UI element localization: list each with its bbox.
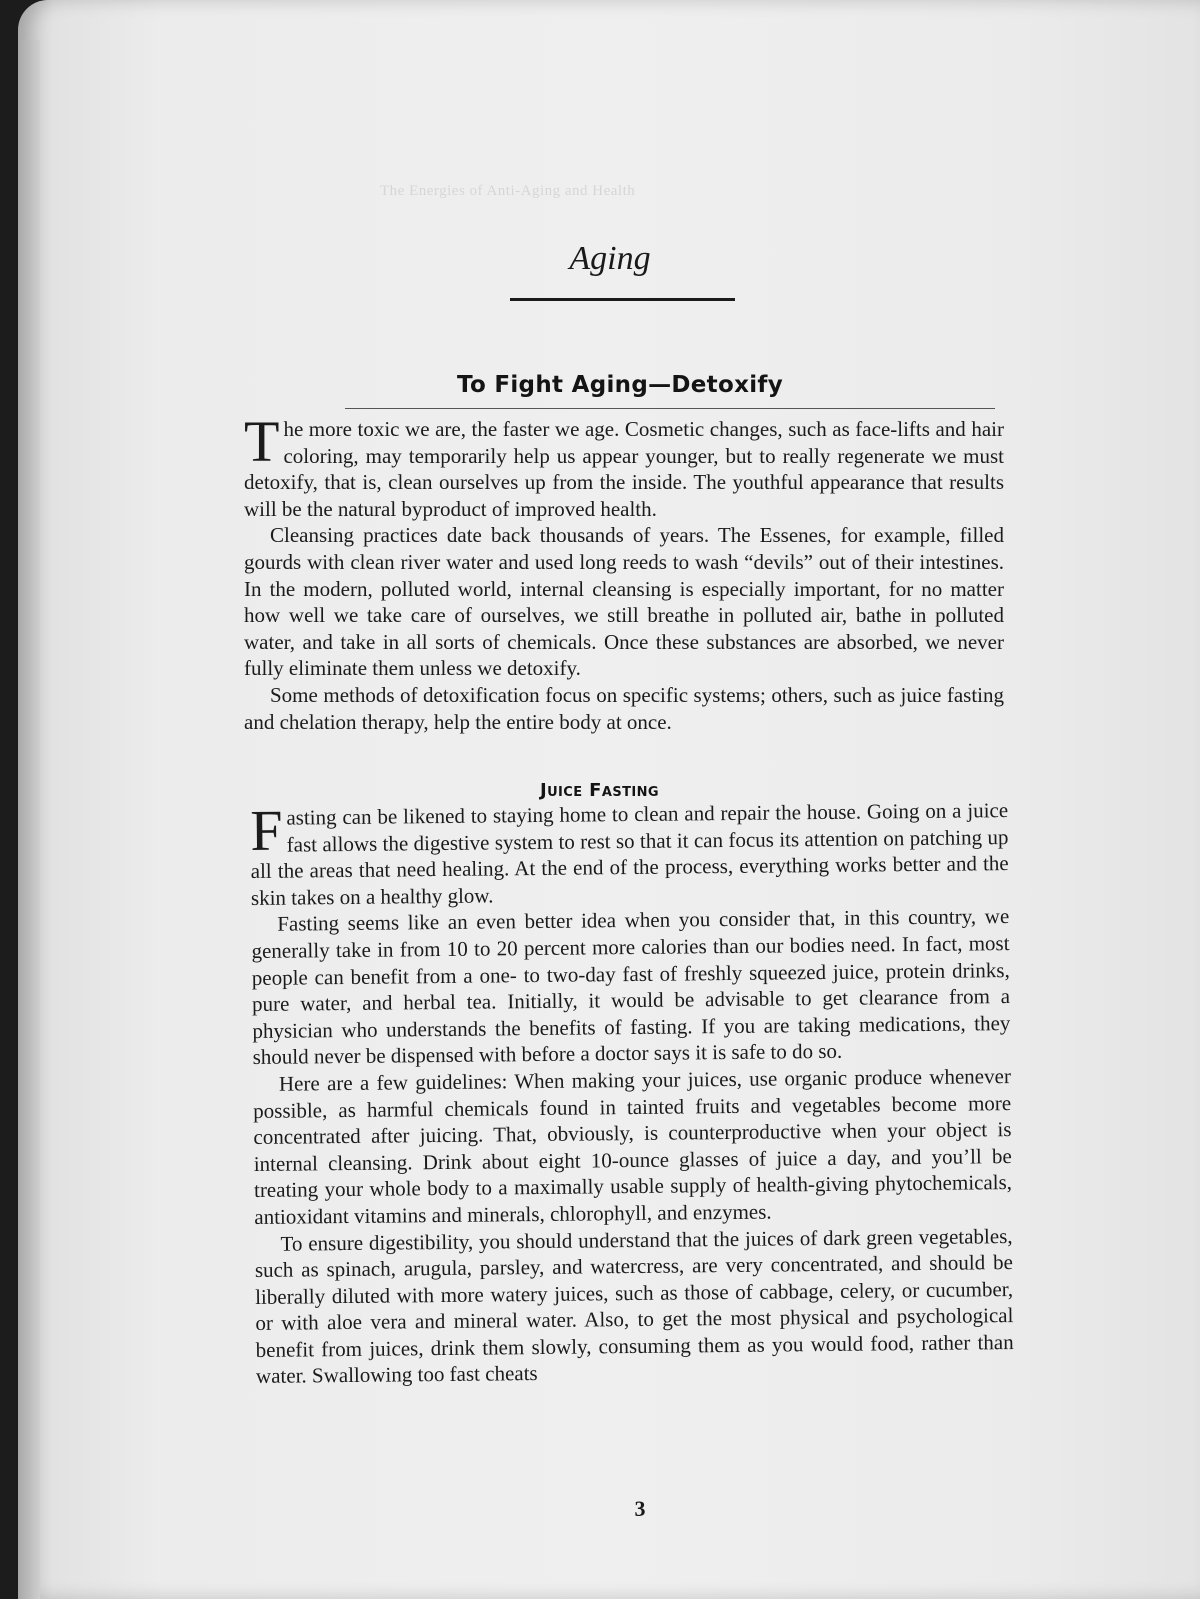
subsection-heading: Juice Fasting [540, 780, 659, 801]
paragraph: Fasting seems like an even better idea when you consider that, in this country, we generally take in from 10 to 20 percent more calories than our bodies need. In fact, most people can benefit from a one- to two-day fast of freshly squeezed juice, protein drinks, pure water, and herbal tea. Initially, it would be advisable to get clearance from a physician who understands the benefits of fasting. If you are taking medications, they should never be dispensed with before a doctor says it is safe to do so. [251, 904, 1011, 1070]
page-number: 3 [634, 1496, 646, 1521]
paragraph: Cleansing practices date back thousands of years. The Essenes, for example, filled gourds with clean river water and used long reeds to wash “devils” out of their intestines. In the modern, polluted world, internal cleansing is especially important, for no matter how well we take care of ourselves, we still breathe in polluted air, bathe in polluted water, and take in all sorts of chemicals. Once these substances are absorbed, we never fully eliminate them unless we detoxify. [244, 523, 1004, 681]
page-edge-shadow [18, 40, 40, 1599]
section-body [244, 409, 1004, 735]
paragraph: The more toxic we are, the faster we age. Cosmetic changes, such as face-lifts and hair coloring, may temporarily help us appear younger, but to really regenerate we must detoxify, that is, clean ourselves up from the inside. The youthful appearance that results will be the natural byproduct of improved health. [244, 409, 1004, 521]
paragraph: Fasting can be likened to staying home to clean and repair the house. Going on a juice fast allows the digestive system to rest so that it can focus its attention on patching up all the areas that need healing. At the end of the process, everything works better and the skin takes on a healthy glow. [249, 797, 1009, 910]
chapter-title: Aging [569, 240, 651, 277]
paragraph: To ensure digestibility, you should understand that the juices of dark green vegetables, such as spinach, arugula, parsley, and watercress, are very concentrated, and should be liberally diluted with more watery juices, such as those of cabbage, celery, or cucumber, or with aloe vera and mineral water. Also, to get the most physical and psychological benefit from juices, drink them slowly, consuming them as you would food, rather than water. Swallowing too fast cheats [254, 1223, 1014, 1389]
paragraph: Here are a few guidelines: When making your juices, use organic produce whenever possible, as harmful chemicals found in tainted fruits and vegetables become more concentrated after juicing. That, obviously, is counterproductive when your object is internal cleansing. Drink about eight 10-ounce glasses of juice a day, and you’ll be treating your whole body to a maximally usable supply of health-giving phytochemicals, antioxidant vitamins and minerals, chlorophyll, and enzymes. [253, 1063, 1013, 1229]
drop-cap: F [249, 797, 283, 863]
chapter-title-rule [510, 298, 735, 301]
drop-cap: T [244, 409, 280, 474]
bleed-through-running-head: The Energies of Anti-Aging and Health [380, 183, 636, 199]
section-heading: To Fight Aging—Detoxify [457, 372, 783, 398]
subsection-body [250, 797, 1014, 1390]
section-heading-rule [345, 408, 995, 409]
paragraph: Some methods of detoxification focus on specific systems; others, such as juice fasting and chelation therapy, help the entire body at once. [244, 682, 1004, 734]
